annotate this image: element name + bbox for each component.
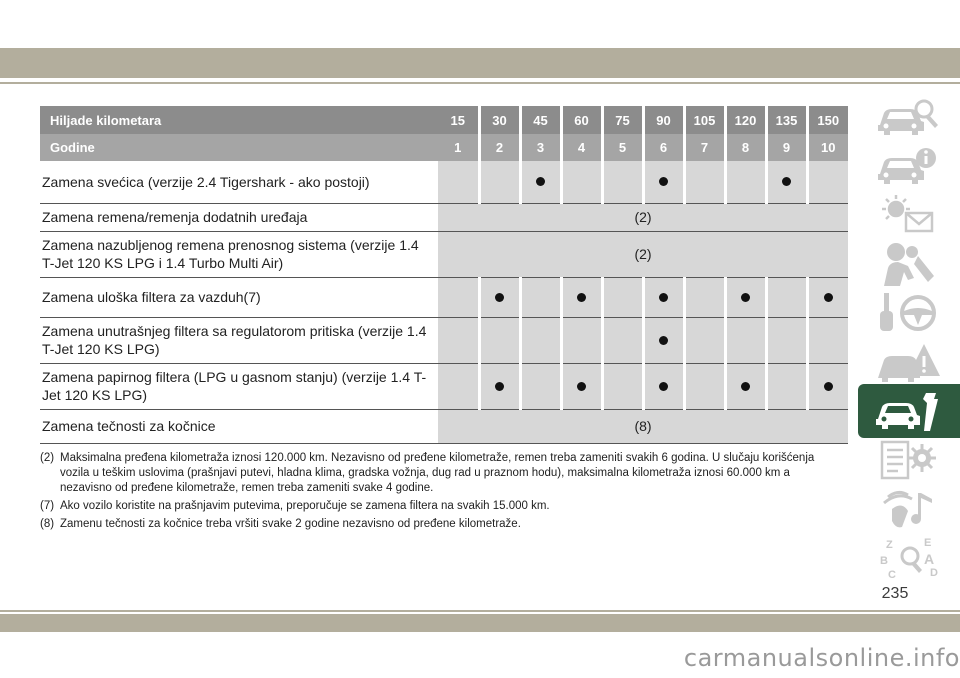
footnote-number: (7): [40, 500, 55, 512]
header-year-cell: 9: [766, 134, 807, 161]
warning-light-message-icon: [874, 193, 944, 237]
schedule-cell: [561, 363, 602, 409]
header-km-cell: 60: [561, 106, 602, 134]
schedule-cell: [807, 277, 848, 317]
service-required-dot: [659, 177, 668, 186]
tab-technical-specifications[interactable]: [858, 433, 960, 487]
header-row-kilometers: [40, 106, 848, 134]
header-years-label: Godine: [40, 134, 438, 161]
footnotes: [40, 451, 840, 535]
service-required-dot: [741, 293, 750, 302]
service-item-label: Zamena uloška filtera za vazduh(7): [40, 277, 438, 317]
header-year-cell: 10: [807, 134, 848, 161]
car-search-icon: [874, 95, 944, 139]
service-required-dot: [782, 177, 791, 186]
car-breakdown-icon: [874, 340, 944, 384]
schedule-cell: [479, 277, 520, 317]
footnote: [40, 451, 840, 496]
schedule-cell: [602, 277, 643, 317]
header-year-cell: 5: [602, 134, 643, 161]
tab-car-info[interactable]: [858, 139, 960, 193]
table-row: [40, 203, 848, 231]
index-letter-d: D: [930, 567, 938, 579]
watermark: carmanualsonline.info: [683, 644, 960, 672]
schedule-cell: [684, 161, 725, 203]
header-km-cell: 135: [766, 106, 807, 134]
service-required-dot: [659, 382, 668, 391]
service-required-dot: [741, 382, 750, 391]
schedule-cell: [438, 363, 479, 409]
schedule-cell: [602, 363, 643, 409]
header-row-years: [40, 134, 848, 161]
index-letter-e: E: [924, 537, 932, 549]
table-row: [40, 277, 848, 317]
service-item-label: Zamena remena/remenja dodatnih uređaja: [40, 203, 438, 231]
footnote: [40, 499, 840, 514]
schedule-cell: [561, 161, 602, 203]
schedule-cell: [643, 317, 684, 363]
footer-band: [0, 614, 960, 632]
header-km-cell: 105: [684, 106, 725, 134]
service-required-dot: [536, 177, 545, 186]
schedule-cell: [561, 277, 602, 317]
interval-note-cell: (8): [438, 409, 848, 443]
footnote-number: (8): [40, 518, 55, 530]
tab-servicing-maintenance[interactable]: [858, 384, 960, 438]
header-km-cell: 90: [643, 106, 684, 134]
schedule-cell: [725, 317, 766, 363]
page-number: 235: [881, 585, 909, 602]
service-item-label: Zamena tečnosti za kočnice: [40, 409, 438, 443]
chapter-tabs-sidebar: [858, 90, 960, 580]
table-row: [40, 409, 848, 443]
tab-emergency[interactable]: [858, 335, 960, 389]
schedule-cell: [725, 277, 766, 317]
table-row: [40, 317, 848, 363]
tab-index[interactable]: [858, 531, 960, 585]
service-required-dot: [824, 382, 833, 391]
table-row: [40, 363, 848, 409]
header-year-cell: 2: [479, 134, 520, 161]
schedule-cell: [807, 317, 848, 363]
footnote-text: Zamenu tečnosti za kočnice treba vršiti svake 2 godine nezavisno od pređene kilometraže.: [60, 518, 521, 530]
schedule-cell: [725, 161, 766, 203]
schedule-cell: [520, 317, 561, 363]
index-letter-b: B: [880, 555, 888, 567]
index-letter-a: A: [924, 551, 935, 567]
footer-rule: [0, 610, 960, 612]
header-year-cell: 8: [725, 134, 766, 161]
header-km-cell: 150: [807, 106, 848, 134]
schedule-cell: [643, 363, 684, 409]
service-required-dot: [577, 293, 586, 302]
service-required-dot: [577, 382, 586, 391]
header-band: [0, 48, 960, 78]
service-item-label: Zamena papirnog filtera (LPG u gasnom stanju) (verzije 1.4 T-Jet 120 KS LPG): [40, 363, 438, 409]
tab-warning-lights[interactable]: [858, 188, 960, 242]
service-required-dot: [495, 382, 504, 391]
schedule-cell: [766, 277, 807, 317]
header-km-cell: 15: [438, 106, 479, 134]
tab-starting-driving[interactable]: [858, 286, 960, 340]
service-required-dot: [659, 336, 668, 345]
index-letter-z: Z: [886, 539, 893, 551]
key-steering-wheel-icon: [874, 291, 944, 335]
header-km-cell: 120: [725, 106, 766, 134]
tab-car-search[interactable]: [858, 90, 960, 144]
schedule-cell: [561, 317, 602, 363]
schedule-cell: [766, 363, 807, 409]
schedule-cell: [807, 161, 848, 203]
header-year-cell: 1: [438, 134, 479, 161]
schedule-cell: [438, 277, 479, 317]
schedule-cell: [520, 277, 561, 317]
service-item-label: Zamena nazubljenog remena prenosnog sistema (verzije 1.4 T-Jet 120 KS LPG i 1.4 Turbo Multi Air): [40, 231, 438, 277]
car-wrench-icon: [874, 389, 944, 433]
tab-safety[interactable]: [858, 237, 960, 291]
schedule-cell: [684, 277, 725, 317]
footnote-number: (2): [40, 452, 55, 464]
table-row: [40, 231, 848, 277]
schedule-cell: [725, 363, 766, 409]
schedule-cell: [520, 363, 561, 409]
maintenance-schedule-table: [40, 106, 848, 444]
service-item-label: Zamena svećica (verzije 2.4 Tigershark - ako postoji): [40, 161, 438, 203]
multimedia-music-icon: [874, 487, 944, 531]
schedule-cell: [766, 161, 807, 203]
schedule-cell: [807, 363, 848, 409]
interval-note-cell: (2): [438, 231, 848, 277]
alphabetical-index-icon: [874, 536, 944, 580]
header-year-cell: 3: [520, 134, 561, 161]
header-year-cell: 7: [684, 134, 725, 161]
tab-multimedia[interactable]: [858, 482, 960, 536]
schedule-cell: [602, 161, 643, 203]
schedule-cell: [684, 317, 725, 363]
header-year-cell: 6: [643, 134, 684, 161]
schedule-cell: [520, 161, 561, 203]
interval-note-cell: (2): [438, 203, 848, 231]
footnote-text: Maksimalna pređena kilometraža iznosi 120.000 km. Nezavisno od pređene kilometraže, remen treba zameniti svakih 6 godina. U slučaju korišćenja vozila u teškim uslovima (prašnjavi putevi, hladna klima, gradska vožnja, dug rad u praznom hodu), maksimalna kilometraža iznosi 60.000 km a nezavisno od pređene kilometraže, remen treba zameniti svake 4 godine.: [60, 452, 815, 494]
table-row: [40, 161, 848, 203]
header-rule: [0, 82, 960, 84]
schedule-cell: [479, 161, 520, 203]
schedule-cell: [643, 277, 684, 317]
schedule-cell: [766, 317, 807, 363]
service-required-dot: [495, 293, 504, 302]
service-item-label: Zamena unutrašnjeg filtera sa regulatorom pritiska (verzije 1.4 T-Jet 120 KS LPG): [40, 317, 438, 363]
footnote: [40, 517, 840, 532]
schedule-cell: [479, 317, 520, 363]
schedule-cell: [438, 161, 479, 203]
car-info-icon: [874, 144, 944, 188]
schedule-cell: [479, 363, 520, 409]
header-kilometers-label: Hiljade kilometara: [40, 106, 438, 134]
header-km-cell: 45: [520, 106, 561, 134]
service-required-dot: [824, 293, 833, 302]
header-year-cell: 4: [561, 134, 602, 161]
service-required-dot: [659, 293, 668, 302]
schedule-cell: [438, 317, 479, 363]
schedule-cell: [684, 363, 725, 409]
schedule-cell: [643, 161, 684, 203]
specs-gear-icon: [874, 438, 944, 482]
header-km-cell: 75: [602, 106, 643, 134]
index-letter-c: C: [888, 569, 896, 580]
header-km-cell: 30: [479, 106, 520, 134]
airbag-passenger-icon: [874, 242, 944, 286]
schedule-cell: [602, 317, 643, 363]
footnote-text: Ako vozilo koristite na prašnjavim putevima, preporučuje se zamena filtera na svakih 15.000 km.: [60, 500, 550, 512]
